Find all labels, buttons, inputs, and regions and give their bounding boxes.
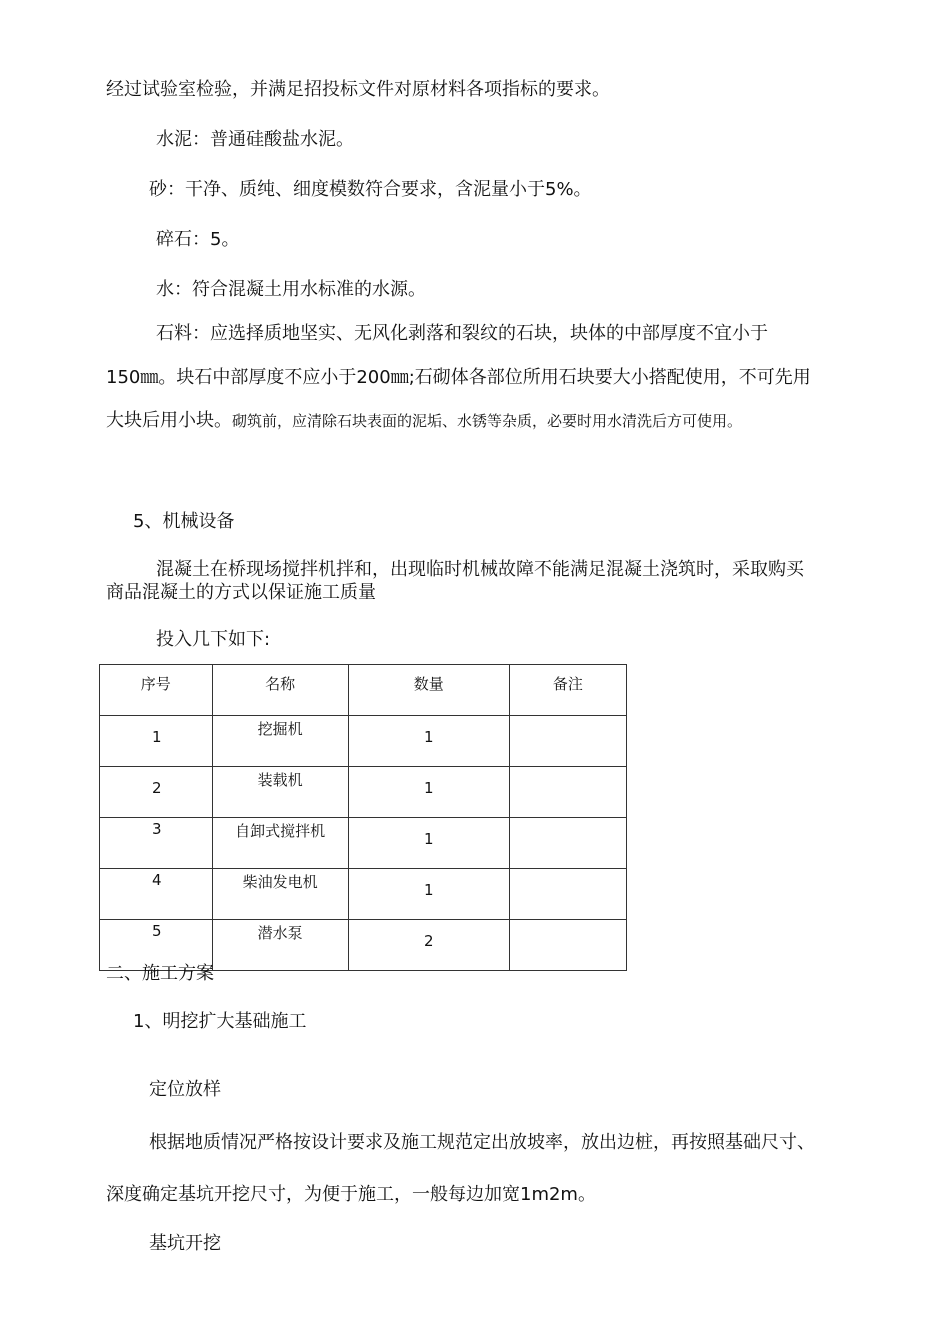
table-row	[100, 716, 627, 767]
cell-name: 挖掘机	[212, 716, 348, 767]
paragraph-gravel: 碎石：5。	[156, 229, 240, 250]
table-row	[100, 818, 627, 869]
section-heading-foundation: 1、明挖扩大基础施工	[133, 1011, 307, 1032]
cell-qty: 1	[348, 869, 509, 920]
section-heading-construction-plan: 二、施工方案	[106, 963, 214, 984]
cell-note	[509, 716, 626, 767]
paragraph-stone-line1: 石料：应选择质地坚实、无风化剥落和裂纹的石块，块体的中部厚度不宜小于	[156, 323, 768, 344]
paragraph-positioning-line1: 根据地质情况严格按设计要求及施工规范定出放坡率，放出边桩，再按照基础尺寸、	[149, 1132, 815, 1153]
cell-qty: 1	[348, 818, 509, 869]
cell-qty: 2	[348, 920, 509, 971]
paragraph-stone-line2: 150㎜。块石中部厚度不应小于200㎜;石砌体各部位所用石块要大小搭配使用，不可先用	[106, 367, 811, 388]
table-header-name: 名称	[212, 665, 348, 716]
subheading-excavation: 基坑开挖	[149, 1233, 221, 1254]
table-header-qty: 数量	[348, 665, 509, 716]
cell-no: 2	[100, 767, 213, 818]
paragraph-concrete-line1: 混凝土在桥现场搅拌机拌和，出现临时机械故障不能满足混凝土浇筑时，采取购买	[156, 559, 804, 580]
cell-qty: 1	[348, 767, 509, 818]
cell-no: 5	[100, 920, 213, 971]
paragraph-equipment-intro: 投入几下如下:	[156, 629, 271, 650]
cell-name: 潜水泵	[212, 920, 348, 971]
equipment-table	[99, 664, 627, 971]
table-row	[100, 869, 627, 920]
table-row	[100, 767, 627, 818]
section-heading-machinery: 5、机械设备	[133, 511, 235, 532]
cell-name: 自卸式搅拌机	[212, 818, 348, 869]
table-header-row	[100, 665, 627, 716]
cell-name: 装载机	[212, 767, 348, 818]
cell-note	[509, 767, 626, 818]
paragraph-water: 水：符合混凝土用水标准的水源。	[156, 279, 426, 300]
paragraph-concrete-line2: 商品混凝土的方式以保证施工质量	[106, 582, 376, 603]
cell-note	[509, 818, 626, 869]
cell-note	[509, 920, 626, 971]
paragraph-positioning-line2: 深度确定基坑开挖尺寸，为便于施工，一般每边加宽1m2m。	[106, 1184, 596, 1205]
cell-no: 1	[100, 716, 213, 767]
paragraph-stone-line3-note: 砌筑前，应清除石块表面的泥垢、水锈等杂质，必要时用水清洗后方可使用。	[232, 412, 743, 430]
subheading-positioning: 定位放样	[149, 1079, 221, 1100]
cell-note	[509, 869, 626, 920]
paragraph-sand: 砂：干净、质纯、细度模数符合要求，含泥量小于5%。	[149, 179, 592, 200]
cell-no: 4	[100, 869, 213, 920]
cell-name: 柴油发电机	[212, 869, 348, 920]
paragraph-stone-line3	[106, 409, 742, 433]
table-header-note: 备注	[509, 665, 626, 716]
cell-no: 3	[100, 818, 213, 869]
table-header-no: 序号	[100, 665, 213, 716]
paragraph-cement: 水泥：普通硅酸盐水泥。	[156, 129, 354, 150]
paragraph-materials-intro: 经过试验室检验，并满足招投标文件对原材料各项指标的要求。	[106, 79, 610, 100]
cell-qty: 1	[348, 716, 509, 767]
paragraph-stone-line3-text: 大块后用小块。	[106, 410, 232, 431]
